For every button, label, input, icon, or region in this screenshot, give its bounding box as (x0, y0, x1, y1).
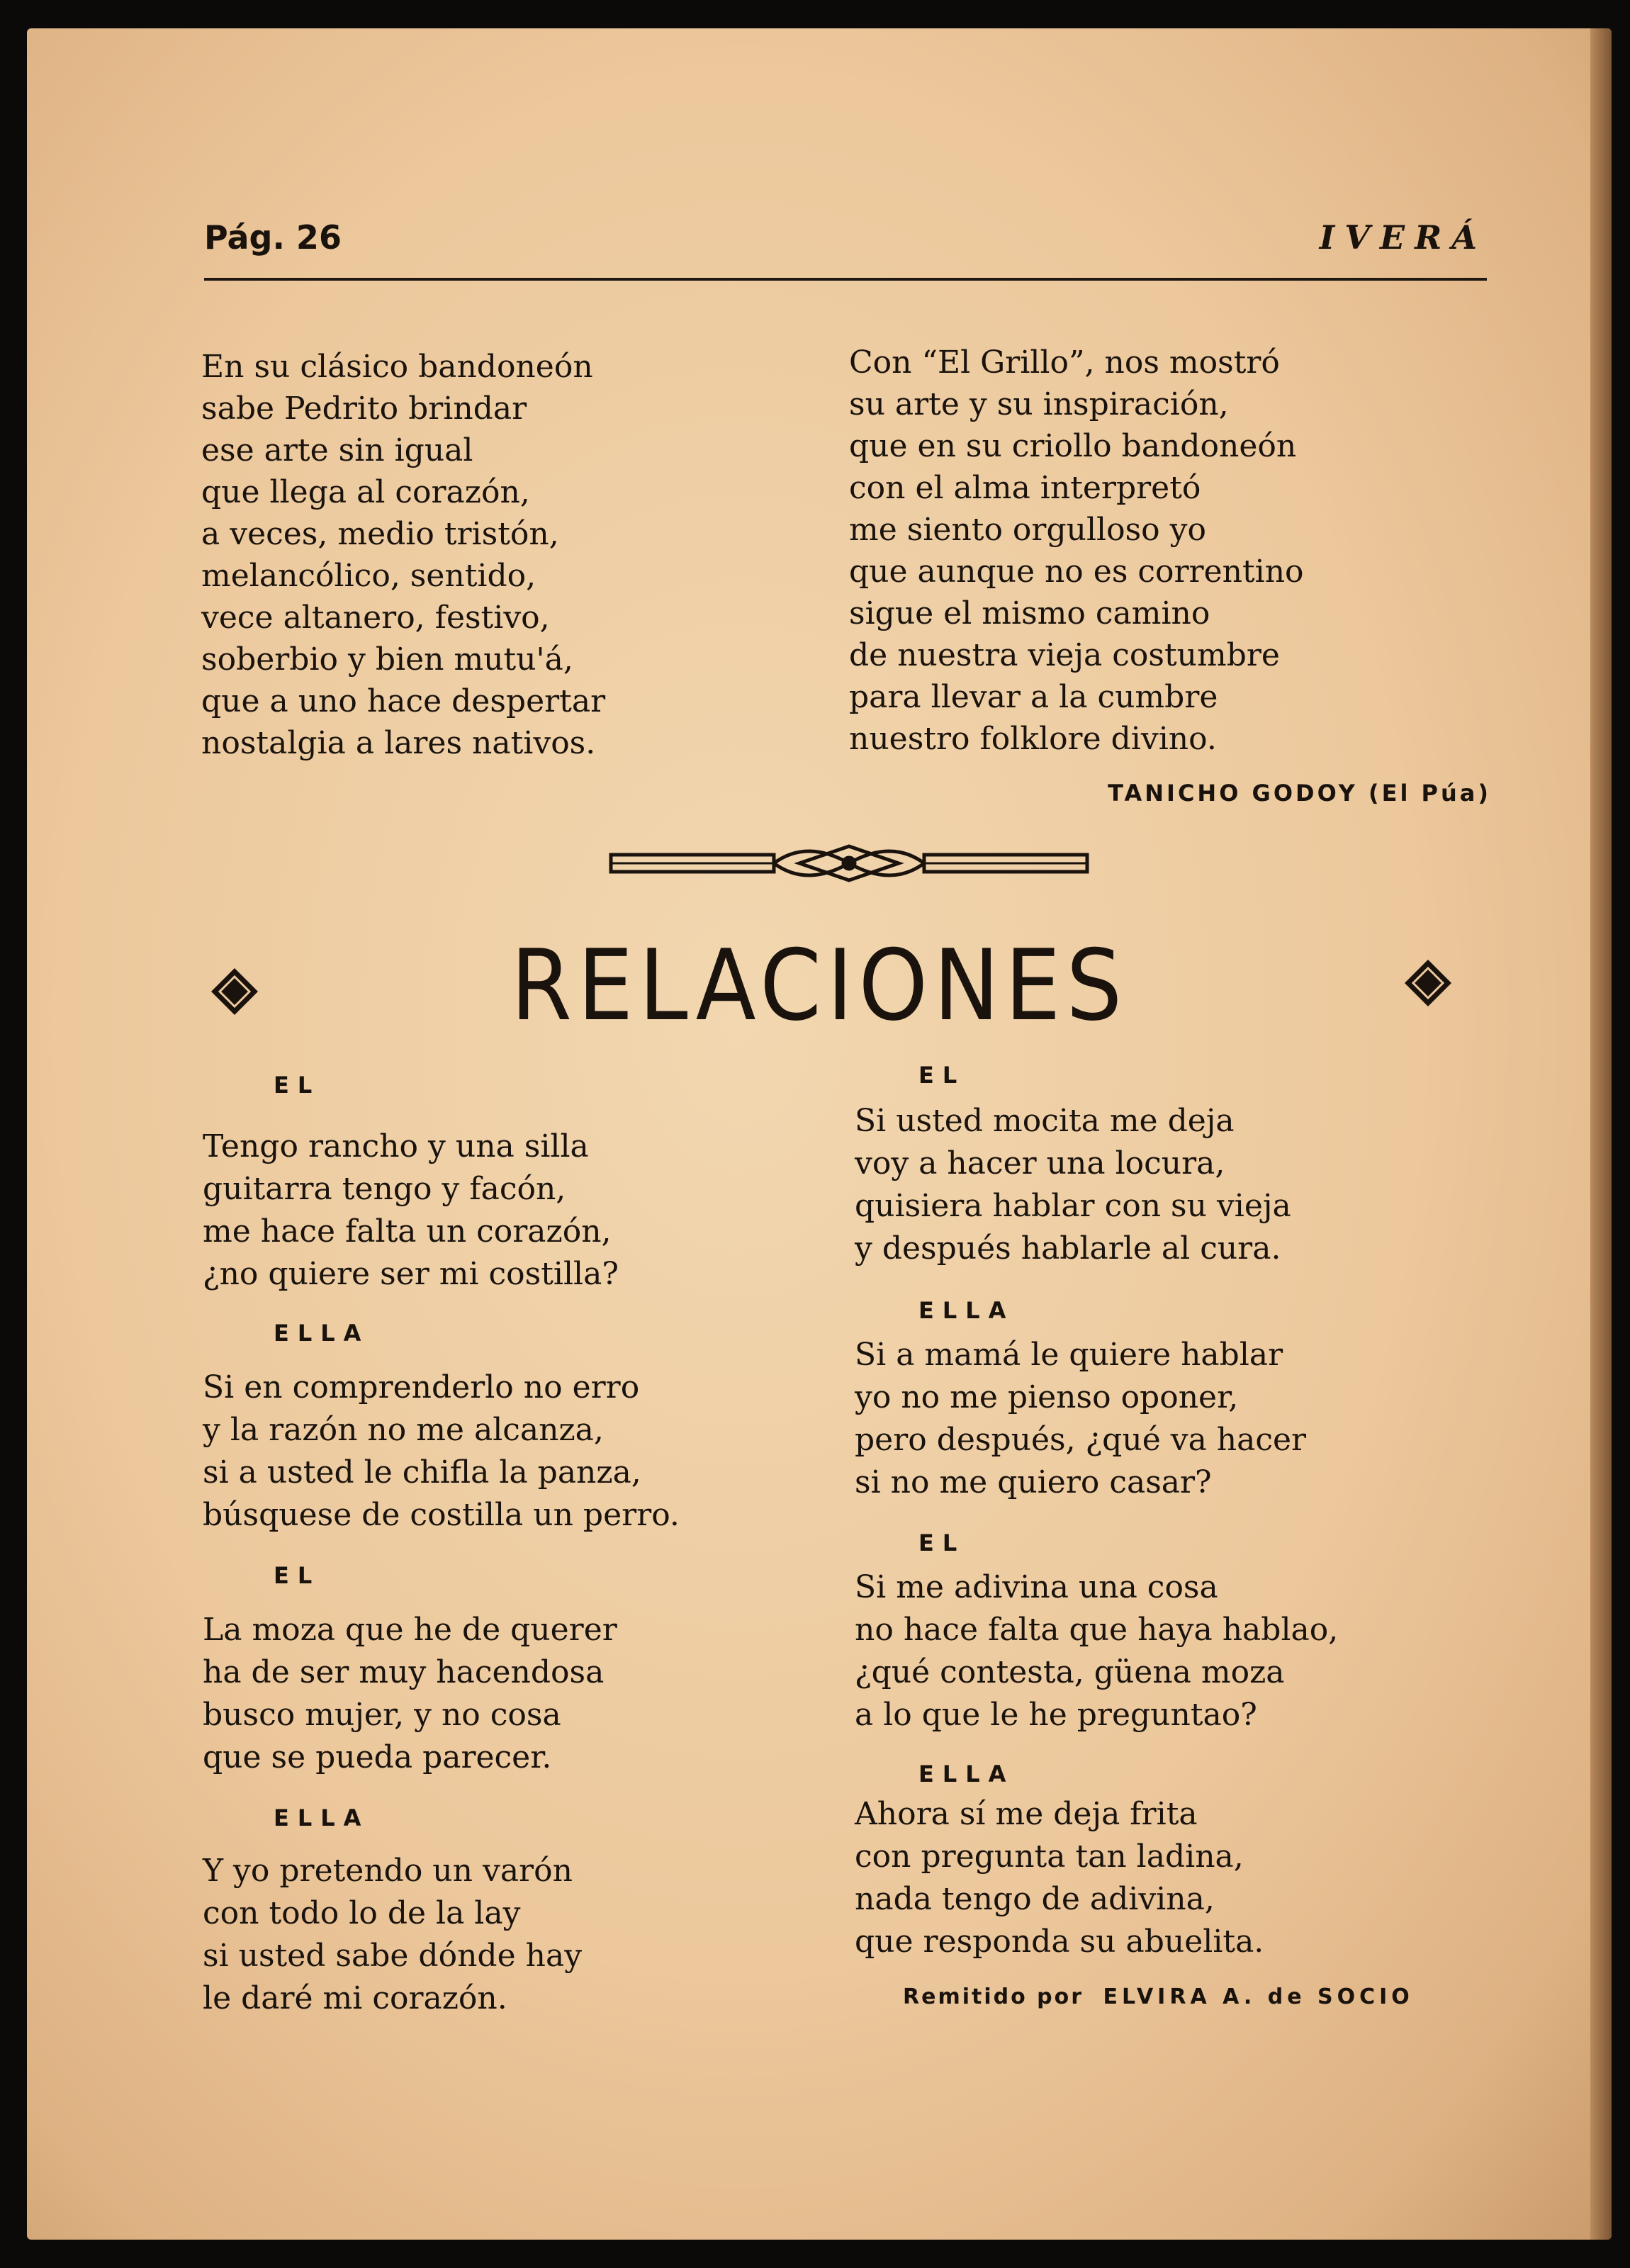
poem-line: para llevar a la cumbre (849, 679, 1218, 715)
stanza-line: Si en comprenderlo no erro (203, 1369, 640, 1405)
stanza-line: ¿qué contesta, güena moza (855, 1654, 1285, 1690)
stanza (203, 1609, 617, 1779)
speaker-label: EL (918, 1529, 966, 1556)
poem-line: de nuestra vieja costumbre (849, 637, 1280, 673)
diamond-ornament-icon (1403, 958, 1453, 1008)
stanza-line: Tengo rancho y una silla (203, 1128, 589, 1164)
poem-line: que a uno hace despertar (201, 683, 606, 719)
stanza-line: si no me quiero casar? (855, 1464, 1212, 1500)
stanza-line: Si a mamá le quiere hablar (855, 1337, 1283, 1373)
stanza-line: yo no me pienso oponer, (855, 1379, 1239, 1415)
stanza-line: guitarra tengo y facón, (203, 1171, 566, 1207)
poem-right-column (849, 342, 1304, 760)
stanza (855, 1334, 1306, 1504)
header-rule (204, 278, 1487, 281)
poem-line: con el alma interpretó (849, 470, 1201, 506)
stanza-line: le daré mi corazón. (203, 1980, 507, 2016)
diamond-ornament-icon (210, 967, 259, 1016)
poem-left-column (201, 346, 605, 764)
poem-author: TANICHO GODOY (El Púa) (1108, 780, 1491, 807)
stanza-line: quisiera hablar con su vieja (855, 1188, 1291, 1224)
poem-line: que llega al corazón, (201, 474, 530, 510)
poem-line: sabe Pedrito brindar (201, 391, 527, 427)
stanza-line: que se pueda parecer. (203, 1739, 552, 1775)
stanza-line: busco mujer, y no cosa (203, 1697, 561, 1733)
poem-line: vece altanero, festivo, (201, 600, 550, 636)
stanza-line: voy a hacer una locura, (855, 1145, 1225, 1181)
poem-line: En su clásico bandoneón (201, 349, 593, 385)
stanza-line: con pregunta tan ladina, (855, 1838, 1244, 1875)
speaker-label: ELLA (918, 1761, 1015, 1787)
stanza-line: Si me adivina una cosa (855, 1569, 1218, 1605)
magazine-page (27, 28, 1612, 2240)
credit-prefix: Remitido por (903, 1984, 1084, 2009)
magazine-title: IVERÁ (1319, 218, 1487, 257)
speaker-label: EL (274, 1072, 321, 1099)
speaker-label: EL (274, 1562, 321, 1589)
stanza-line: que responda su abuelita. (855, 1924, 1264, 1960)
stanza-line: a lo que le he preguntao? (855, 1697, 1257, 1733)
ornament-divider (608, 836, 1090, 890)
poem-line: Con “El Grillo”, nos mostró (849, 344, 1280, 381)
stanza-line: búsquese de costilla un perro. (203, 1497, 680, 1533)
stanza-line: ha de ser muy hacendosa (203, 1654, 605, 1690)
poem-line: me siento orgulloso yo (849, 512, 1207, 548)
page-number: Pág. 26 (204, 218, 342, 257)
stanza (203, 1125, 619, 1296)
stanza-line: y después hablarle al cura. (855, 1230, 1281, 1267)
poem-line: sigue el mismo camino (849, 595, 1210, 631)
stanza-line: nada tengo de adivina, (855, 1881, 1215, 1917)
poem-line: nuestro folklore divino. (849, 721, 1217, 757)
stanza (203, 1366, 680, 1537)
stanza-line: La moza que he de querer (203, 1612, 617, 1648)
stanza-line: si a usted le chifla la panza, (203, 1454, 641, 1491)
page-spine-shadow (1590, 28, 1612, 2240)
stanza-line: ¿no quiere ser mi costilla? (203, 1256, 619, 1292)
stanza-line: no hace falta que haya hablao, (855, 1612, 1339, 1648)
speaker-label: ELLA (274, 1804, 370, 1831)
speaker-label: EL (918, 1062, 966, 1089)
credit-name: ELVIRA A. de SOCIO (1103, 1984, 1414, 2009)
page-header (204, 218, 1487, 303)
poem-line: soberbio y bien mutu'á, (201, 641, 573, 678)
stanza-line: pero después, ¿qué va hacer (855, 1422, 1307, 1458)
stanza-line: si usted sabe dónde hay (203, 1938, 583, 1974)
stanza-line: me hace falta un corazón, (203, 1213, 612, 1250)
poem-line: que aunque no es correntino (849, 554, 1304, 590)
poem-line: nostalgia a lares nativos. (201, 725, 596, 761)
relaciones-credit (903, 1984, 1414, 2009)
speaker-label: ELLA (918, 1297, 1015, 1324)
stanza-line: Si usted mocita me deja (855, 1103, 1235, 1139)
poem-line: que en su criollo bandoneón (849, 428, 1297, 464)
stanza (855, 1793, 1264, 1963)
stanza-line: y la razón no me alcanza, (203, 1412, 604, 1448)
poem-line: a veces, medio tristón, (201, 516, 559, 552)
stanza-line: Y yo pretendo un varón (203, 1853, 573, 1889)
section-title: RELACIONES (510, 928, 1128, 1043)
poem-line: su arte y su inspiración, (849, 386, 1229, 422)
stanza-line: con todo lo de la lay (203, 1895, 521, 1931)
speaker-label: ELLA (274, 1320, 370, 1347)
stanza (203, 1850, 582, 2020)
stanza (855, 1100, 1291, 1270)
poem-line: melancólico, sentido, (201, 558, 536, 594)
stanza-line: Ahora sí me deja frita (855, 1796, 1198, 1832)
stanza (855, 1566, 1338, 1736)
poem-line: ese arte sin igual (201, 432, 473, 468)
